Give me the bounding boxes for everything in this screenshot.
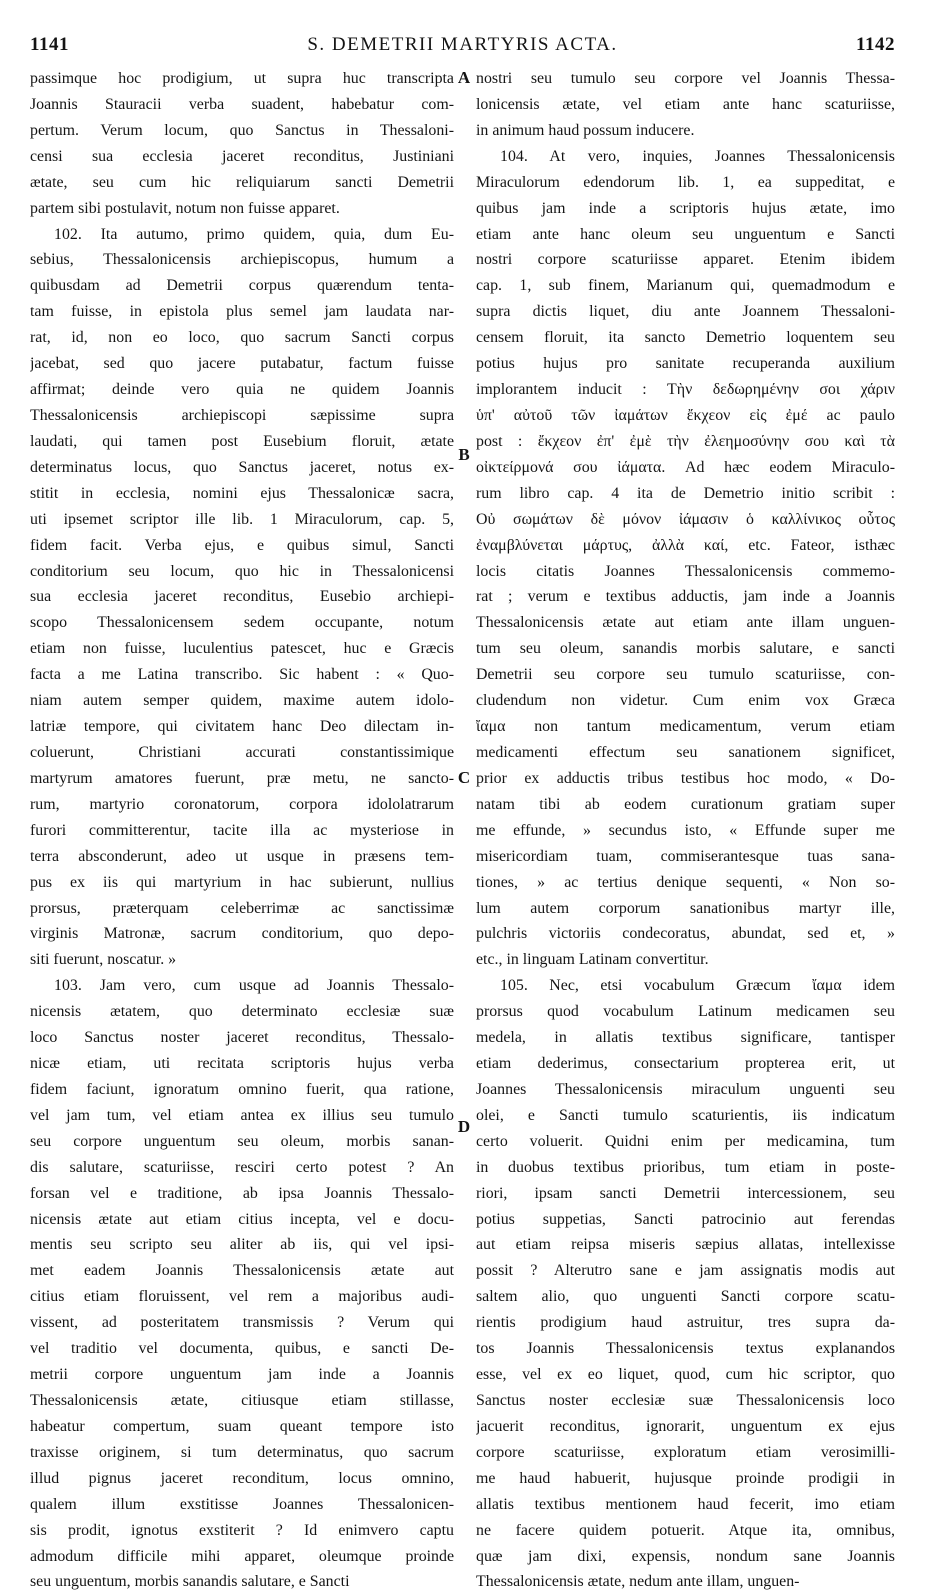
text-line: etiam ante hanc oleum seu unguentum e Sancti <box>476 225 895 243</box>
text-line: riori, ipsam sancti Demetrii intercessionem, seu <box>476 1184 895 1202</box>
text-line: laudati, qui tamen post Eusebium floruit, ætate <box>30 432 454 450</box>
text-line: vel traditio vel documenta, quibus, e sancti De- <box>30 1340 454 1358</box>
text-line: siti fuerunt, noscatur. » <box>30 951 177 969</box>
left-column <box>30 66 454 1595</box>
text-line: dis salutare, scaturiisse, resciri certo potest ? An <box>30 1158 454 1176</box>
text-line: ὑπ' αὐτοῦ τῶν ἰαμάτων ἔκχεον εἰς ἐμέ ac paulo <box>476 406 895 424</box>
text-line: pertum. Verum locum, quo Sanctus in Thessaloni- <box>30 121 454 139</box>
margin-marker-d: D <box>457 1117 471 1136</box>
text-line: esse, vel ex eo liquet, quod, cum hic scriptor, quo <box>476 1366 895 1384</box>
text-line: habeatur compertum, suam queant tempore isto <box>30 1417 454 1435</box>
text-line: aut etiam reipsa miseris sæpius allatas, intellexisse <box>476 1236 895 1254</box>
text-line: post : ἔκχεον ἐπ' ἐμὲ τὴν ἐλεημοσύνην σου καὶ τὰ <box>476 432 895 450</box>
text-line: stitit in ecclesia, nomini ejus Thessalonicæ sacra, <box>30 484 454 502</box>
text-line: terra absconderunt, adeo ut usque in præsens tem- <box>30 847 454 865</box>
text-line: nostri corpore scaturiisse apparet. Etenim ibidem <box>476 251 895 269</box>
text-line: jacebat, sed quo jacere putabatur, factum fuisse <box>30 355 454 373</box>
text-line: certo voluerit. Quidni enim per medicamina, tum <box>476 1132 895 1150</box>
text-line: etiam non fuisse, luculentius patescet, huc e Græcis <box>30 640 454 658</box>
text-line: quæ jam dixi, expensis, nondum sane Joannis <box>476 1547 895 1565</box>
text-line: me haud habuerit, hujusque proinde prodigii in <box>476 1469 895 1487</box>
text-line: potius hujus pro sanitate recuperanda auxilium <box>476 355 895 373</box>
text-line: locis citatis Joannes Thessalonicensis commemo- <box>476 562 895 580</box>
text-line: mentis seu scripto seu aliter ab iis, qui vel ipsi- <box>30 1236 454 1254</box>
text-line: scopo Thessalonicensem sedem occupante, notum <box>30 614 454 632</box>
text-line: supra dictis liquet, diu ante Joannem Thessaloni- <box>476 303 895 321</box>
text-line: me effunde, » secundus isto, « Effunde super me <box>476 821 895 839</box>
text-line: vel jam tum, vel etiam antea ex illius seu tumulo <box>30 1106 454 1124</box>
text-line: nicensis ætatem, quo determinato ecclesiæ suæ <box>30 1003 454 1021</box>
text-line: rat, id, non eo loco, quo sacrum Sancti corpus <box>30 329 454 347</box>
text-line: in duobus textibus prioribus, tum etiam in poste- <box>476 1158 895 1176</box>
text-line: tum seu oleum, sanandis morbis salutare, e sancti <box>476 640 895 658</box>
text-line: illud pignus jaceret reconditum, locus omnino, <box>30 1469 454 1487</box>
text-line: censem floruit, ita sancto Demetrio loquentem seu <box>476 329 895 347</box>
text-line: cludendum non videtur. Cum enim vox Græca <box>476 692 895 710</box>
text-line: medela, in allatis textibus significare, tantisper <box>476 1029 895 1047</box>
text-line: pulchris victoriis condecoratus, abundat, sed et, » <box>476 925 895 943</box>
text-line: Thessalonicensis ætate, citiusque etiam stillasse, <box>30 1392 454 1410</box>
text-line: Miraculorum edendorum lib. 1, ea suppeditat, e <box>476 173 895 191</box>
margin-marker-c: C <box>457 768 471 787</box>
text-line: Joannes Thessalonicensis miraculum unguenti seu <box>476 1080 895 1098</box>
text-line: fidem faciunt, ignoratum omnino fuerit, qua ratione, <box>30 1080 454 1098</box>
text-line: vissent, ad posteritatem transmissis ? Verum qui <box>30 1314 454 1332</box>
text-line: prorsus, præterquam celeberrimæ ac sanctissimæ <box>30 899 454 917</box>
text-line: ne facere quidem potuerit. Atque ita, omnibus, <box>476 1521 895 1539</box>
text-line: partem sibi postulavit, notum non fuisse apparet. <box>30 199 340 217</box>
text-line: οἰκτείρμονά σου ἰάματα. Ad hæc eodem Miraculo- <box>476 458 895 476</box>
text-line: ἐναμβλύνεται μάρτυς, ἀλλὰ καί, etc. Fateor, isthæc <box>476 536 895 554</box>
text-line: niam autem semper quidem, maxime autem idolo- <box>30 692 454 710</box>
text-line: pus ex iis qui martyrium in hac subierunt, nullius <box>30 873 454 891</box>
text-line: traxisse originem, si tum determinatus, quo sacrum <box>30 1443 454 1461</box>
text-line: facta a me Latina transcribo. Sic habent : « Quo- <box>30 666 454 684</box>
margin-marker-b: B <box>458 445 470 464</box>
text-line: censi sua ecclesia jaceret reconditus, Justiniani <box>30 147 454 165</box>
text-line: Thessalonicensis archiepiscopi sæpissime supra <box>30 406 454 424</box>
text-line: misericordiam tuam, commiserantesque tuas sana- <box>476 847 895 865</box>
text-line: nicæ etiam, uti recitata scriptoris hujus verba <box>30 1055 454 1073</box>
text-line: etc., in linguam Latinam convertitur. <box>476 951 709 969</box>
text-line: ἴαμα non tantum medicamentum, verum etiam <box>476 718 895 736</box>
text-line: quibusdam ad Demetrii corpus quærendum tenta- <box>30 277 454 295</box>
text-line: nostri seu tumulo seu corpore vel Joannis Thessa- <box>476 70 895 87</box>
text-line: virginis Matronæ, sacrum conditorium, quo depo- <box>30 925 454 943</box>
running-title: S. DEMETRII MARTYRIS ACTA. <box>307 34 618 55</box>
right-column <box>476 66 895 1595</box>
text-line: fidem facit. Verba ejus, e quibus simul, Sancti <box>30 536 454 554</box>
text-line: seu unguentum, morbis sanandis salutare, e Sancti <box>30 1573 350 1591</box>
text-line: 105. Nec, etsi vocabulum Græcum ἴαμα idem <box>500 977 895 995</box>
text-line: coluerunt, Christiani accurati constantissimique <box>30 743 454 761</box>
text-line: sebius, Thessalonicensis archiepiscopus, humum a <box>30 251 454 269</box>
text-line: latriæ tempore, qui civitatem hanc Deo dilectam in- <box>30 718 454 736</box>
text-line: determinatus locus, quo Sanctus jaceret, notus ex- <box>30 458 454 476</box>
text-line: furori committerentur, tacite illa ac mysteriose in <box>30 821 454 839</box>
text-line: tam fuisse, in epistola plus semel jam laudata nar- <box>30 303 454 321</box>
text-line: metrii corpore unguentum jam inde a Joannis <box>30 1366 454 1384</box>
text-line: Thessalonicensis ætate, nedum ante illam, unguen- <box>476 1573 800 1591</box>
text-line: rum, martyrio coronatorum, corpora idololatrarum <box>30 795 454 813</box>
text-line: prior ex adductis tribus testibus hoc modo, « Do- <box>476 769 895 787</box>
text-line: qualem illum exstitisse Joannes Thessalonicen- <box>30 1495 454 1513</box>
text-line: implorantem inducit : Τὴν δεδωρημένην σοι χάριν <box>476 381 895 399</box>
text-line: seu corpore unguentum seu oleum, morbis sanan- <box>30 1132 454 1150</box>
page-number-right: 1142 <box>856 34 895 55</box>
running-header <box>30 34 895 60</box>
text-line: jacuerit reconditus, ignorarit, unguentum ex ejus <box>476 1417 895 1435</box>
text-line: corpore scaturiisse, exploratum etiam verosimilli- <box>476 1443 895 1461</box>
text-line: possit ? Alterutro sane e jam assignatis modis aut <box>476 1262 895 1280</box>
text-line: quibus jam inde a scriptoris hujus ætate, imo <box>476 199 895 217</box>
text-line: 104. At vero, inquies, Joannes Thessalonicensis <box>500 147 895 165</box>
text-line: tiones, » ac tertius denique sequenti, « Non so- <box>476 873 895 891</box>
text-line: potius suppetias, Sancti patrocinio aut ferendas <box>476 1210 895 1228</box>
text-line: Thessalonicensis ætate aut etiam ante illam unguen- <box>476 614 895 632</box>
text-line: martyrum amatores fuerunt, præ metu, ne sancto- <box>30 769 454 787</box>
text-line: ætate, seu cum hic reliquiarum sancti Demetrii <box>30 173 454 191</box>
text-line: rum libro cap. 4 ita de Demetrio initio scribit : <box>476 484 895 502</box>
text-line: forsan vel e traditione, ab ipsa Joannis Thessalo- <box>30 1184 454 1202</box>
text-line: affirmat; deinde vero quia ne quidem Joannis <box>30 381 454 399</box>
text-line: Joannis Stauracii verba suadent, habebatur com- <box>30 95 454 113</box>
text-line: loco Sanctus noster jaceret reconditus, Thessalo- <box>30 1029 454 1047</box>
text-line: citius etiam floruissent, vel rem a majoribus audi- <box>30 1288 454 1306</box>
text-line: lonicensis ætate, vel etiam ante hanc scaturiisse, <box>476 95 895 113</box>
text-line: tos Joannis Thessalonicensis textus explanandos <box>476 1340 895 1358</box>
text-line: in animum haud possum inducere. <box>476 121 695 139</box>
text-line: rientis prodigium haud astruitur, tres supra da- <box>476 1314 895 1332</box>
text-line: admodum difficile mihi apparet, oleumque proinde <box>30 1547 454 1565</box>
text-line: natam tibi ab eodem curationum gratiam super <box>476 795 895 813</box>
text-line: passimque hoc prodigium, ut supra huc transcripta <box>30 70 454 87</box>
text-line: allatis textibus mentionem haud fecerit, imo etiam <box>476 1495 895 1513</box>
text-line: 103. Jam vero, cum usque ad Joannis Thessalo- <box>54 977 454 995</box>
page-number-left: 1141 <box>30 34 69 55</box>
text-line: nicensis ætate aut etiam citius incepta, vel e docu- <box>30 1210 454 1228</box>
text-line: 102. Ita autumo, primo quidem, quia, dum Eu- <box>54 225 454 243</box>
text-line: conditorium seu locum, quo hic in Thessalonicensi <box>30 562 454 580</box>
text-line: uti ipsemet scriptor ille lib. 1 Miraculorum, cap. 5, <box>30 510 454 528</box>
text-line: met eadem Joannis Thessalonicensis ætate aut <box>30 1262 454 1280</box>
text-line: etiam dederimus, consectarium propterea erit, ut <box>476 1055 895 1073</box>
text-line: sis prodit, ignotus exstiterit ? Id enimvero captu <box>30 1521 454 1539</box>
text-line: sua ecclesia jaceret reconditus, Eusebio archiepi- <box>30 588 454 606</box>
text-line: olei, e Sancti tumulo scaturientis, iis indicatum <box>476 1106 895 1124</box>
text-line: saltem alio, quo unguenti Sancti corpore scatu- <box>476 1288 895 1306</box>
text-line: rat ; verum e textibus adductis, jam inde a Joannis <box>476 588 895 606</box>
text-line: lum autem corporum sanationibus martyr ille, <box>476 899 895 917</box>
margin-marker-a: A <box>457 68 471 87</box>
text-line: medicamenti effectum seu sanationem significet, <box>476 743 895 761</box>
text-line: Sanctus noster ecclesiæ suæ Thessalonicensis loco <box>476 1392 895 1410</box>
text-line: Demetrii seu corpore seu tumulo scaturiisse, con- <box>476 666 895 684</box>
text-line: cap. 1, sub finem, Marianum qui, quemadmodum e <box>476 277 895 295</box>
text-line: Οὐ σωμάτων δὲ μόνον ἰάμασιν ὁ καλλίνικος οὗτος <box>476 510 895 528</box>
text-line: prorsus quod vocabulum Latinum medicamen seu <box>476 1003 895 1021</box>
